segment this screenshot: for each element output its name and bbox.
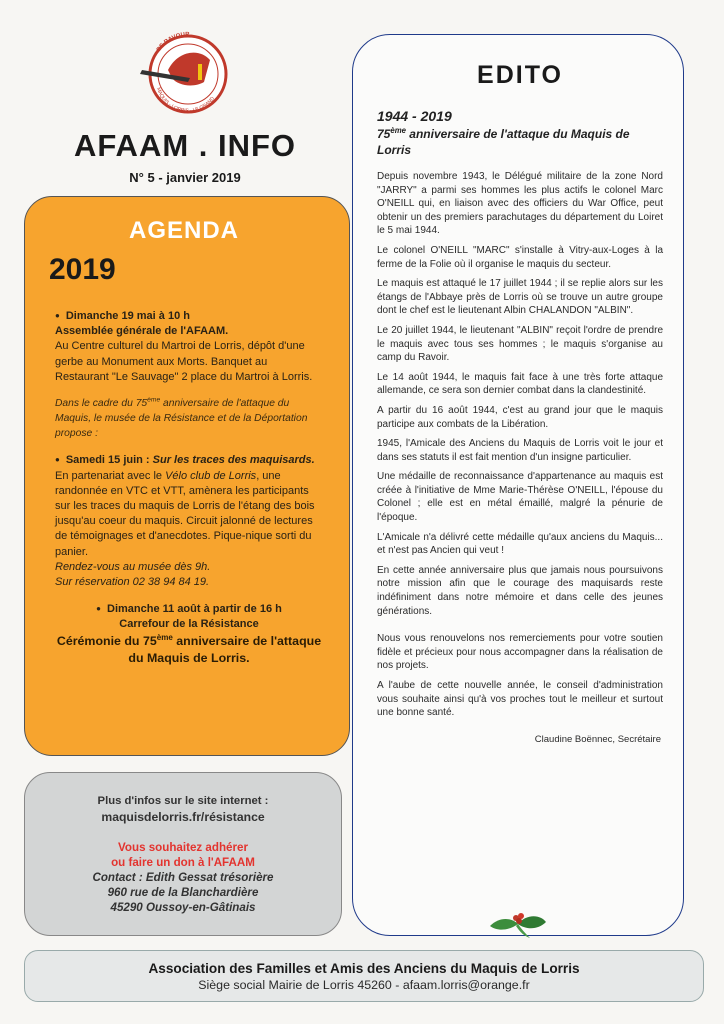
event-date: ● Dimanche 11 août à partir de 16 h: [55, 602, 323, 617]
event-reservation: Sur réservation 02 38 94 84 19.: [55, 576, 210, 589]
event-date: ● Samedi 15 juin :: [55, 454, 150, 466]
event-place: Carrefour de la Résistance: [119, 618, 259, 631]
edito-paragraph: Le 20 juillet 1944, le lieutenant "ALBIN" reçoit l'ordre de prendre le maquis avec tous ses hommes ; le maquis s'organise au camp du Ravoir.: [377, 324, 663, 364]
footer-banner: [24, 950, 704, 1002]
subtitle-sup: ème: [390, 126, 406, 135]
contact-name: Contact : Edith Gessat trésorière: [92, 871, 274, 884]
agenda-intro: [55, 397, 323, 441]
edito-subtitle: [377, 126, 663, 158]
intro-before: Dans le cadre du 75: [55, 398, 148, 410]
edito-paragraph: 1945, l'Amicale des Anciens du Maquis de Lorris voit le jour et dans ses statuts il est fait mention d'un insigne particulier.: [377, 438, 663, 463]
edito-years: 1944 - 2019: [377, 108, 452, 124]
edito-paragraph: Depuis novembre 1943, le Délégué militaire de la zone Nord "JARRY" a parmi ses hommes les plus actifs le colonel Marc O'NEILL qui, en liaison avec des officiers du War Office, peut obtenir un des premiers parachutages du département du Loiret le 5 mai 1944.: [377, 171, 663, 237]
edito-paragraph: Le 14 août 1944, le maquis fait face à une très forte attaque allemande, ce sera son dernier combat dans la clandestinité.: [377, 371, 663, 397]
edito-paragraph: Le maquis est attaqué le 17 juillet 1944 ; il se replie alors sur les étangs de l'Abbaye près de Lorris où se trouve un autre groupe dont le chef est le lieutenant Albin CHALANDON "ALBIN".: [377, 278, 663, 317]
edito-body: [377, 170, 663, 720]
issue-number: N° 5 - janvier 2019: [129, 170, 241, 185]
edito-paragraph: A l'aube de cette nouvelle année, le conseil d'administration vous souhaite ainsi qu'à vos proches tout le meilleur et surtout une bonne santé.: [377, 680, 663, 719]
edito-paragraph: A partir du 16 août 1944, c'est au grand jour que le maquis participe aux combats de la Libération.: [377, 404, 663, 430]
footer-association-name: Association des Familles et Amis des Anciens du Maquis de Lorris: [148, 961, 580, 976]
logo-text-bottom: MAQUIS - LORRIS - LE GRAND: [155, 86, 216, 115]
info-box: [24, 772, 342, 936]
event-rdv: Rendez-vous au musée dès 9h.: [55, 560, 211, 573]
agenda-year: 2019: [49, 253, 116, 286]
event-text-2: , une randonnée en VTC et VTT, amènera les participants sur les traces du maquis de Lorris de l'étang des bois jusqu'au coeur du maquis. Circuit jalonné de lectures de témoignages et d'anecdotes. Pique-nique sorti du panier.: [55, 469, 315, 558]
ceremony-after: anniversaire de l'attaque du Maquis de Lorris.: [128, 633, 322, 665]
info-website-link[interactable]: maquisdelorris.fr/résistance: [101, 810, 265, 824]
agenda-title: AGENDA: [128, 217, 239, 244]
edito-title: EDITO: [477, 61, 563, 89]
intro-sup: ème: [147, 396, 161, 404]
edito-paragraph: Une médaille de reconnaissance d'appartenance au maquis est créée à l'initiative de Mme Marie-Thérèse O'NEILL, l'épouse du Colonel ; elle est en métal émaillé, malgré la pénurie de l'époque.: [377, 471, 663, 524]
contact-address-2: 45290 Oussoy-en-Gâtinais: [110, 901, 256, 914]
edito-signature: Claudine Boënnec, Secrétaire: [534, 733, 661, 745]
afaam-logo: [128, 30, 232, 118]
event-title: Sur les traces des maquisards.: [152, 454, 315, 467]
event-club: Vélo club de Lorris: [165, 469, 257, 482]
info-contact: [25, 870, 341, 915]
agenda-event-randonnee: [55, 453, 323, 590]
event-date: ● Dimanche 19 mai à 10 h: [55, 309, 323, 324]
info-join-callout: [25, 840, 341, 870]
edito-paragraph: Nous vous renouvelons nos remerciements pour votre soutien fidèle et précieux pour nous accompagner dans la réalisation de nos projets.: [377, 633, 663, 672]
agenda-box: [24, 196, 350, 756]
newsletter-title: AFAAM . INFO: [73, 128, 297, 163]
edito-box: [352, 34, 684, 936]
info-join-line2: ou faire un don à l'AFAAM: [111, 856, 255, 869]
agenda-event-assemblee: [55, 309, 323, 385]
info-join-line1: Vous souhaitez adhérer: [118, 841, 248, 854]
subtitle-after: anniversaire de l'attaque du Maquis de Lorris: [377, 127, 630, 157]
logo-text-top: DE RAVOUR: [155, 31, 190, 53]
contact-address-1: 960 rue de la Blanchardière: [107, 886, 259, 899]
agenda-event-ceremonie: [55, 602, 323, 666]
event-ceremony: [55, 633, 323, 667]
edito-paragraph: Le colonel O'NEILL "MARC" s'installe à Vitry-aux-Loges à la ferme de la Folie où il organise le maquis du secteur.: [377, 244, 663, 270]
holly-icon: [486, 904, 550, 940]
event-text: En partenariat avec le: [55, 469, 166, 482]
edito-paragraph: L'Amicale n'a délivré cette médaille qu'aux anciens du Maquis... et n'est pas Ancien qui veut !: [377, 531, 663, 557]
subtitle-before: 75: [377, 127, 391, 141]
edito-paragraph: En cette année anniversaire plus que jamais nous poursuivons notre mission afin que le courage des maquisards reste indéfiniment dans notre mémoire et dans celle des jeunes générations.: [377, 564, 663, 617]
footer-contact[interactable]: Siège social Mairie de Lorris 45260 - afaam.lorris@orange.fr: [198, 978, 530, 992]
event-text: Au Centre culturel du Martroi de Lorris, dépôt d'une gerbe au Monument aux Morts. Banquet au Restaurant "Le Sauvage" 2 place du Martroi à Lorris.: [55, 340, 313, 383]
ceremony-sup: ème: [156, 632, 173, 642]
ceremony-before: Cérémonie du 75: [56, 633, 157, 648]
intro-after: anniversaire de l'attaque du Maquis, le musée de la Résistance et de la Déportation propose :: [55, 398, 308, 439]
event-heading: Assemblée générale de l'AFAAM.: [55, 325, 229, 338]
info-website-label: Plus d'infos sur le site internet :: [97, 795, 269, 807]
